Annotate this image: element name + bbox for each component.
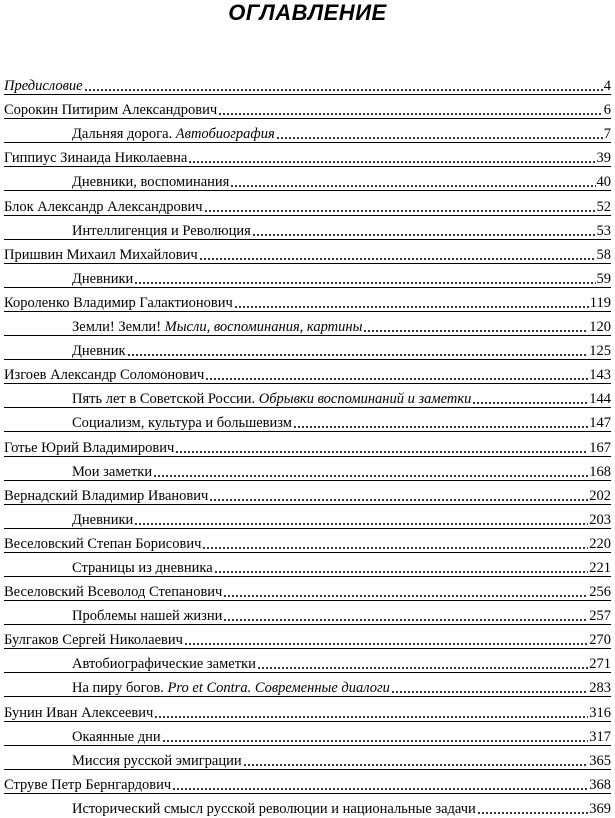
entry-title — [4, 631, 183, 649]
entry-leader — [4, 366, 589, 384]
entry-leader — [4, 776, 589, 794]
entry-title — [72, 559, 213, 577]
entry-title — [4, 294, 233, 312]
page-number: 203 — [589, 511, 611, 528]
toc-work-entry[interactable] — [0, 794, 615, 818]
entry-title-main: На пиру богов. — [72, 680, 168, 697]
toc-work-entry[interactable] — [0, 649, 615, 673]
entry-leader — [72, 125, 604, 143]
dot-leader — [223, 594, 588, 598]
entry-leader — [72, 342, 589, 360]
entry-title-subtitle: Обрывки воспоминаний и заметки — [258, 391, 472, 408]
toc-author-entry[interactable] — [0, 432, 615, 456]
page-number: 143 — [589, 367, 611, 384]
toc-author-entry[interactable] — [0, 288, 615, 312]
entry-leader — [4, 704, 589, 722]
entry-title — [72, 752, 242, 770]
entry-leader — [72, 752, 589, 770]
entry-title-main: Проблемы нашей жизни — [72, 608, 223, 625]
entry-title — [4, 535, 201, 553]
dot-leader — [214, 570, 589, 574]
toc-work-entry[interactable] — [0, 167, 615, 191]
page-number: 256 — [589, 584, 611, 601]
entry-title-main: Пять лет в Советской России. — [72, 391, 259, 408]
entry-leader — [4, 439, 589, 457]
toc-author-entry[interactable] — [0, 360, 615, 384]
dot-leader — [175, 450, 588, 454]
entry-title — [72, 342, 126, 360]
entry-title-main: Блок Александр Александрович — [4, 198, 203, 215]
entry-title — [72, 125, 275, 143]
toc-work-entry[interactable] — [0, 505, 615, 529]
entry-leader — [4, 631, 589, 649]
entry-leader — [72, 559, 589, 577]
toc-work-entry[interactable] — [0, 216, 615, 240]
toc-author-entry[interactable] — [0, 770, 615, 794]
entry-title-main: Сорокин Питирим Александрович — [4, 102, 218, 119]
page-number: 369 — [589, 800, 611, 817]
page-title: ОГЛАВЛЕНИЕ — [228, 0, 387, 25]
entry-title — [4, 776, 171, 794]
page-number: 7 — [603, 126, 611, 143]
entry-title — [4, 77, 83, 95]
entry-title — [72, 222, 251, 240]
entry-title-main: Гиппиус Зинаида Николаевна — [4, 150, 188, 167]
entry-title-main: Дневники — [72, 511, 134, 528]
entry-title-main: Мои заметки — [72, 463, 153, 480]
page-number: 365 — [589, 752, 611, 769]
entry-title — [4, 198, 203, 216]
toc-author-entry[interactable] — [0, 697, 615, 721]
entry-title — [4, 366, 204, 384]
entry-title-main: Бунин Иван Алексеевич — [4, 704, 154, 721]
entry-leader — [72, 173, 597, 191]
entry-leader — [4, 487, 589, 505]
dot-leader — [257, 666, 588, 670]
entry-title-main: Дневник — [72, 343, 126, 360]
entry-title-main: Земли! Земли! — [72, 319, 165, 336]
dot-leader — [209, 498, 588, 502]
toc-work-entry[interactable] — [0, 312, 615, 336]
page-number: 271 — [589, 656, 611, 673]
page-number: 58 — [596, 246, 611, 263]
entry-title — [4, 583, 222, 601]
toc-author-entry[interactable] — [0, 240, 615, 264]
dot-leader — [477, 811, 588, 815]
dot-leader — [202, 546, 588, 550]
page-number: 368 — [589, 776, 611, 793]
entry-title-subtitle: Автобиография — [175, 126, 275, 143]
entry-leader — [4, 294, 590, 312]
entry-leader — [72, 222, 597, 240]
entry-title-main: Короленко Владимир Галактионович — [4, 294, 233, 311]
entry-leader — [72, 800, 589, 818]
entry-leader — [72, 728, 589, 746]
entry-title-subtitle: Мысли, воспоминания, картины — [164, 319, 363, 336]
page-number: 119 — [589, 294, 611, 311]
entry-title-main: Миссия русской эмиграции — [72, 752, 242, 769]
toc-work-entry[interactable] — [0, 746, 615, 770]
entry-title-main: Дальняя дорога. — [72, 126, 176, 143]
entry-title-main: Социализм, культура и большевизм — [72, 415, 292, 432]
entry-title-main: Интеллигенция и Революция — [72, 222, 251, 239]
toc-work-entry[interactable] — [0, 384, 615, 408]
toc-author-entry[interactable] — [0, 143, 615, 167]
dot-leader — [218, 112, 603, 116]
entry-leader — [4, 198, 597, 216]
dot-leader — [199, 257, 596, 261]
entry-leader — [72, 607, 589, 625]
page-number: 125 — [589, 343, 611, 360]
page-number: 6 — [603, 102, 611, 119]
page-number: 317 — [589, 728, 611, 745]
page-number: 52 — [596, 198, 611, 215]
dot-leader — [153, 474, 588, 478]
dot-leader — [363, 329, 588, 333]
entry-leader — [4, 101, 604, 119]
entry-title-main: Дневники — [72, 270, 134, 287]
toc-work-entry[interactable] — [0, 722, 615, 746]
page-number: 39 — [596, 150, 611, 167]
page-number: 120 — [589, 319, 611, 336]
dot-leader — [184, 642, 588, 646]
entry-title — [72, 511, 133, 529]
toc-author-entry[interactable] — [0, 71, 615, 95]
dot-leader — [230, 184, 595, 188]
toc-author-entry[interactable] — [0, 191, 615, 215]
entry-leader — [4, 583, 589, 601]
entry-title — [4, 704, 153, 722]
entry-leader — [72, 414, 589, 432]
entry-title — [72, 270, 133, 288]
entry-leader — [72, 270, 597, 288]
dot-leader — [172, 787, 588, 791]
toc-work-entry[interactable] — [0, 264, 615, 288]
page-number: 40 — [596, 174, 611, 191]
page-number: 257 — [589, 608, 611, 625]
page-number: 270 — [589, 632, 611, 649]
entry-leader — [4, 246, 597, 264]
entry-title — [72, 173, 229, 191]
toc-author-entry[interactable] — [0, 481, 615, 505]
page-number: 4 — [603, 78, 611, 95]
page-number: 167 — [589, 439, 611, 456]
entry-leader — [72, 463, 589, 481]
toc-work-entry[interactable] — [0, 601, 615, 625]
page-number: 59 — [596, 270, 611, 287]
entry-leader — [72, 318, 589, 336]
entry-title-main: Исторический смысл русской революции и национальные задачи — [72, 800, 476, 817]
entry-title-main: Булгаков Сергей Николаевич — [4, 632, 183, 649]
toc-work-entry[interactable] — [0, 408, 615, 432]
dot-leader — [276, 136, 603, 140]
entry-title-main: Предисловие — [4, 78, 83, 95]
table-of-contents — [0, 71, 615, 818]
page-number: 221 — [589, 559, 611, 576]
page-number: 144 — [589, 391, 611, 408]
dot-leader — [293, 425, 588, 429]
entry-title — [72, 800, 476, 818]
dot-leader — [84, 88, 603, 92]
toc-work-entry[interactable] — [0, 336, 615, 360]
entry-title-main: Изгоев Александр Соломонович — [4, 367, 205, 384]
entry-title-main: Автобиографические заметки — [72, 656, 256, 673]
entry-title-main: Веселовский Степан Борисович — [4, 535, 202, 552]
entry-leader — [4, 77, 604, 95]
entry-title — [4, 149, 187, 167]
toc-author-entry[interactable] — [0, 577, 615, 601]
entry-leader — [72, 679, 589, 697]
entry-title — [4, 487, 208, 505]
dot-leader — [472, 401, 588, 405]
entry-title — [72, 607, 222, 625]
page-number: 316 — [589, 704, 611, 721]
entry-title-main: Струве Петр Бернгардович — [4, 776, 172, 793]
entry-title-main: Страницы из дневника — [72, 559, 213, 576]
page-number: 53 — [596, 222, 611, 239]
dot-leader — [391, 690, 588, 694]
entry-title-main: Веселовский Всеволод Степанович — [4, 584, 223, 601]
entry-title — [72, 414, 292, 432]
toc-work-entry[interactable] — [0, 457, 615, 481]
entry-title-main: Готье Юрий Владимирович — [4, 439, 175, 456]
entry-title-main: Пришвин Михаил Михайлович — [4, 246, 198, 263]
entry-title — [72, 679, 390, 697]
toc-work-entry[interactable] — [0, 673, 615, 697]
entry-title — [72, 318, 362, 336]
dot-leader — [162, 739, 589, 743]
entry-leader — [4, 535, 589, 553]
toc-author-entry[interactable] — [0, 95, 615, 119]
entry-title — [72, 655, 256, 673]
entry-leader — [72, 390, 589, 408]
entry-title-main: Окаянные дни — [72, 728, 161, 745]
entry-title-subtitle: Pro et Contra. Современные диалоги — [167, 680, 390, 697]
dot-leader — [188, 160, 595, 164]
toc-author-entry[interactable] — [0, 529, 615, 553]
entry-leader — [72, 655, 589, 673]
page-number: 283 — [589, 680, 611, 697]
dot-leader — [243, 763, 589, 767]
dot-leader — [134, 281, 595, 285]
dot-leader — [252, 233, 596, 237]
entry-leader — [72, 511, 589, 529]
dot-leader — [223, 618, 588, 622]
entry-title — [72, 463, 152, 481]
page-number: 168 — [589, 463, 611, 480]
toc-work-entry[interactable] — [0, 119, 615, 143]
toc-author-entry[interactable] — [0, 625, 615, 649]
entry-title — [4, 246, 198, 264]
page-number: 202 — [589, 487, 611, 504]
entry-title — [4, 101, 217, 119]
toc-work-entry[interactable] — [0, 553, 615, 577]
entry-title — [72, 390, 471, 408]
entry-leader — [4, 149, 597, 167]
dot-leader — [234, 305, 589, 309]
entry-title — [4, 439, 174, 457]
page-number: 220 — [589, 535, 611, 552]
dot-leader — [204, 209, 596, 213]
dot-leader — [134, 522, 588, 526]
entry-title-main: Дневники, воспоминания — [72, 174, 230, 191]
dot-leader — [154, 715, 588, 719]
page-number: 147 — [589, 415, 611, 432]
entry-title — [72, 728, 161, 746]
dot-leader — [205, 377, 588, 381]
dot-leader — [127, 353, 589, 357]
entry-title-main: Вернадский Владимир Иванович — [4, 487, 209, 504]
